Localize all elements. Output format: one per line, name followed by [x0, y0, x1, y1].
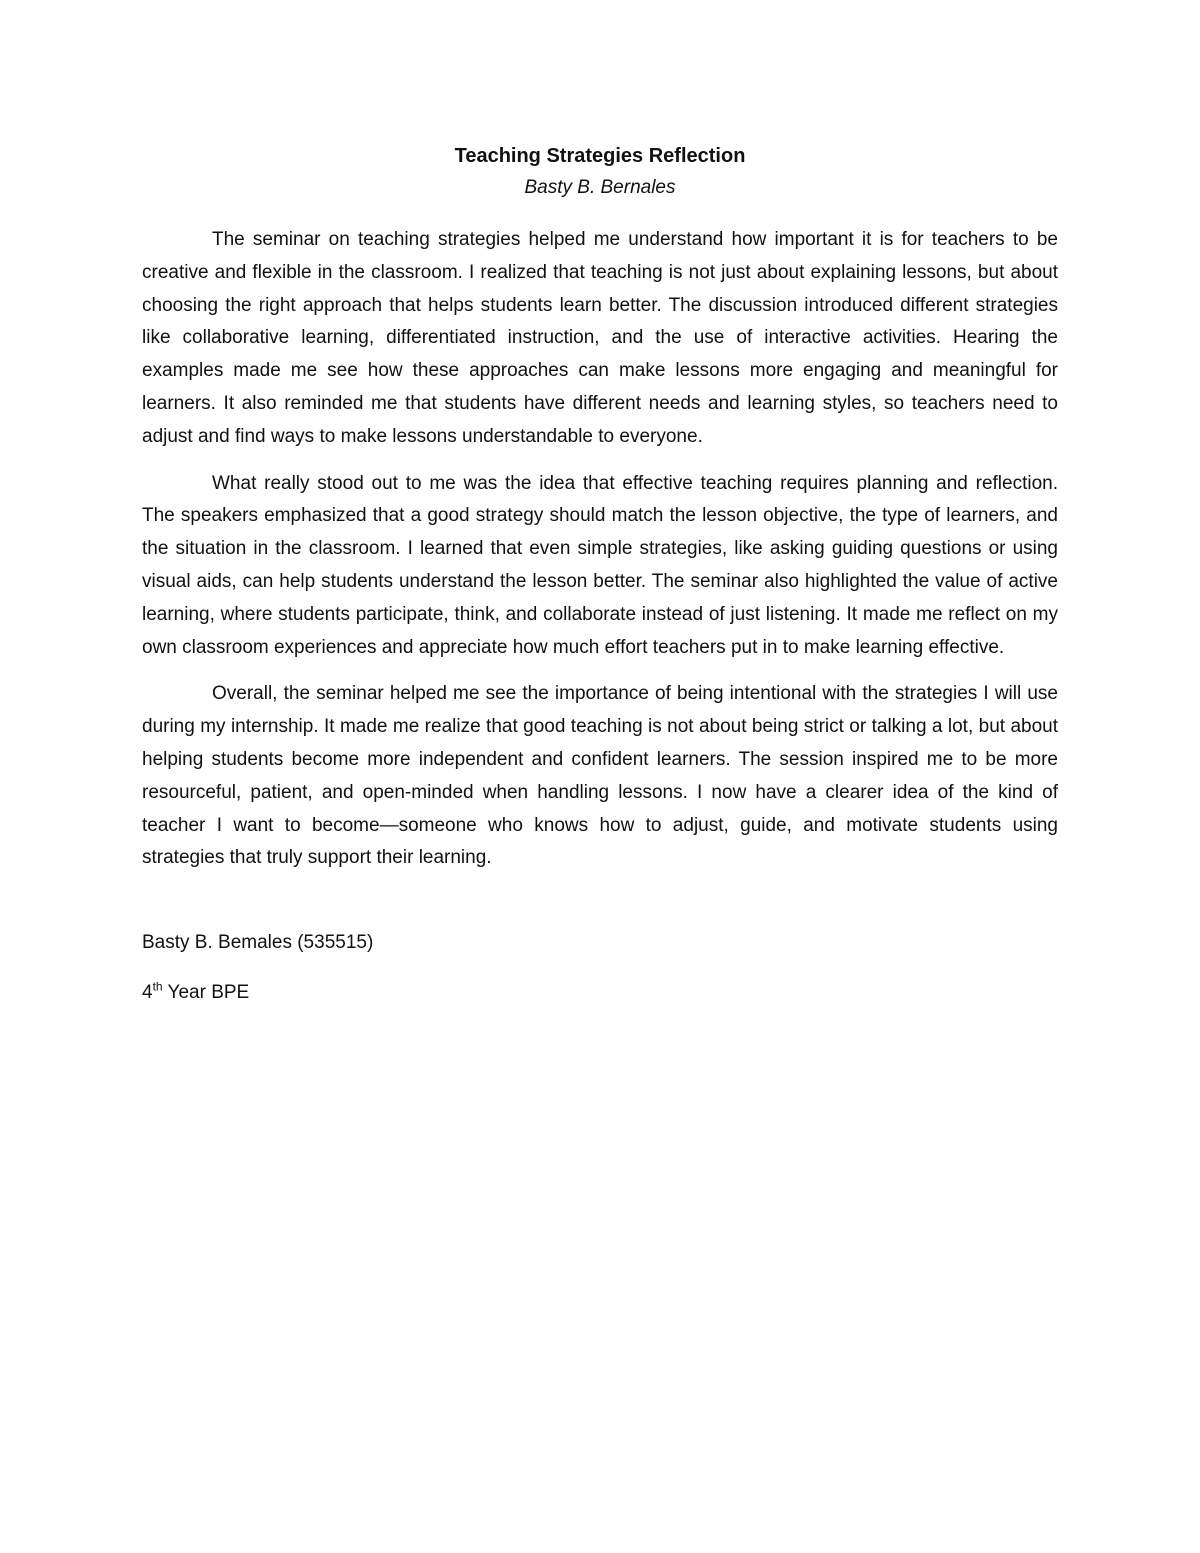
year-suffix: th: [152, 979, 163, 994]
paragraph-1: The seminar on teaching strategies helped me understand how important it is for teachers to be creative and flexible in the classroom. I realized that teaching is not just about explaining lessons, but about choosing the right approach that helps students learn better. The discussion introduced different strategies like collaborative learning, differentiated instruction, and the use of interactive activities. Hearing the examples made me see how these approaches can make lessons more engaging and meaningful for learners. It also reminded me that students have different needs and learning styles, so teachers need to adjust and find ways to make lessons understandable to everyone.: [142, 229, 1058, 447]
paragraph-3: Overall, the seminar helped me see the importance of being intentional with the strategies I will use during my internship. It made me realize that good teaching is not about being strict or talking a lot, but about helping students become more independent and confident learners. The session inspired me to be more resourceful, patient, and open-minded when handling lessons. I now have a clearer idea of the kind of teacher I want to become—someone who knows how to adjust, guide, and motivate students using strategies that truly support their learning.: [142, 683, 1058, 869]
signature-year: [142, 977, 1058, 1009]
year-number: 4: [142, 982, 153, 1004]
paragraph-2: What really stood out to me was the idea that effective teaching requires planning and reflection. The speakers emphasized that a good strategy should match the lesson objective, the type of learners, and the situation in the classroom. I learned that even simple strategies, like asking guiding questions or using visual aids, can help students understand the lesson better. The seminar also highlighted the value of active learning, where students participate, think, and collaborate instead of just listening. It made me reflect on my own classroom experiences and appreciate how much effort teachers put in to make learning effective.: [142, 472, 1058, 658]
document-title: Teaching Strategies Reflection: [454, 145, 746, 167]
year-text: Year BPE: [162, 982, 250, 1004]
signature-name: Basty B. Bemales (535515): [142, 932, 374, 954]
document-body: [142, 140, 1058, 1027]
signature-block: [142, 927, 1058, 1009]
document-author: Basty B. Bernales: [524, 177, 676, 198]
